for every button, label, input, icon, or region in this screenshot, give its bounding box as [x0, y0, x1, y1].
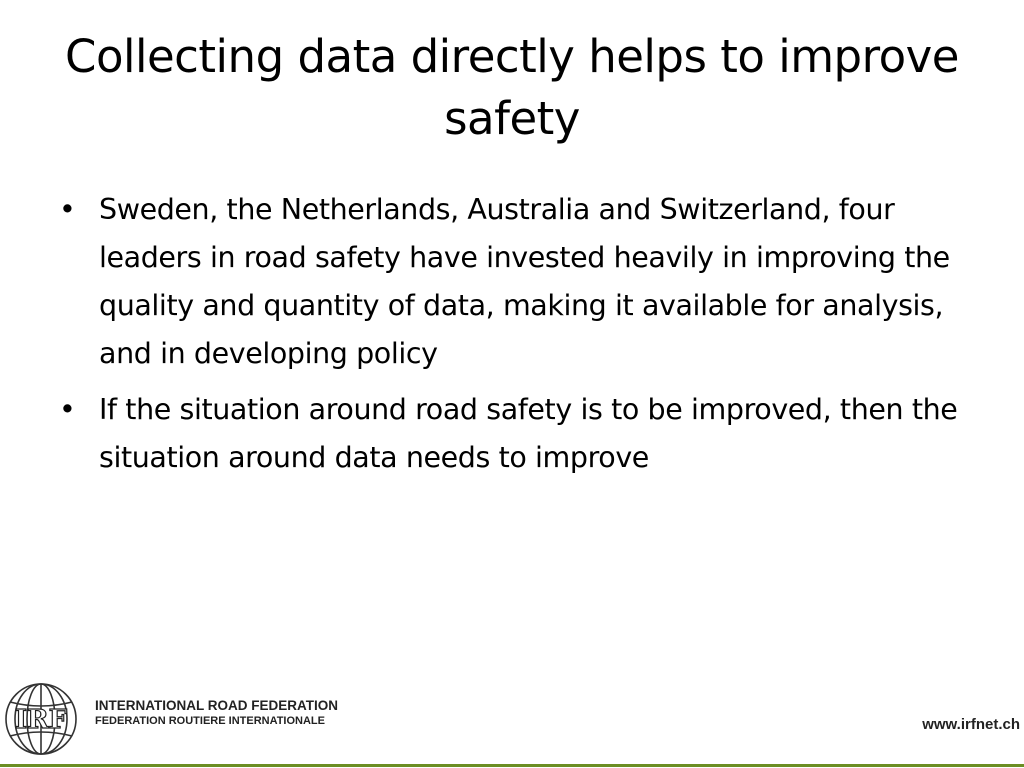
footer-divider	[0, 764, 1024, 767]
irf-globe-logo-icon	[2, 680, 80, 758]
org-name-french: FEDERATION ROUTIERE INTERNATIONALE	[95, 715, 325, 727]
website-link[interactable]: www.irfnet.ch	[922, 716, 1020, 733]
bullet-item	[55, 386, 985, 482]
bullet-marker: •	[59, 393, 76, 426]
org-name: INTERNATIONAL ROAD FEDERATION	[95, 698, 338, 713]
bullet-item	[55, 186, 985, 378]
bullet-text: If the situation around road safety is to be improved, then the situation around data needs to improve	[99, 393, 958, 474]
bullet-marker: •	[59, 193, 76, 226]
logo-lettering: IRF	[14, 705, 68, 735]
bullet-text: Sweden, the Netherlands, Australia and Switzerland, four leaders in road safety have invested heavily in improving the quality and quantity of data, making it available for analysis, and in developing policy	[99, 193, 950, 370]
bullet-list	[55, 186, 985, 490]
footer	[0, 670, 1024, 768]
slide-title: Collecting data directly helps to improve safety	[65, 30, 959, 145]
